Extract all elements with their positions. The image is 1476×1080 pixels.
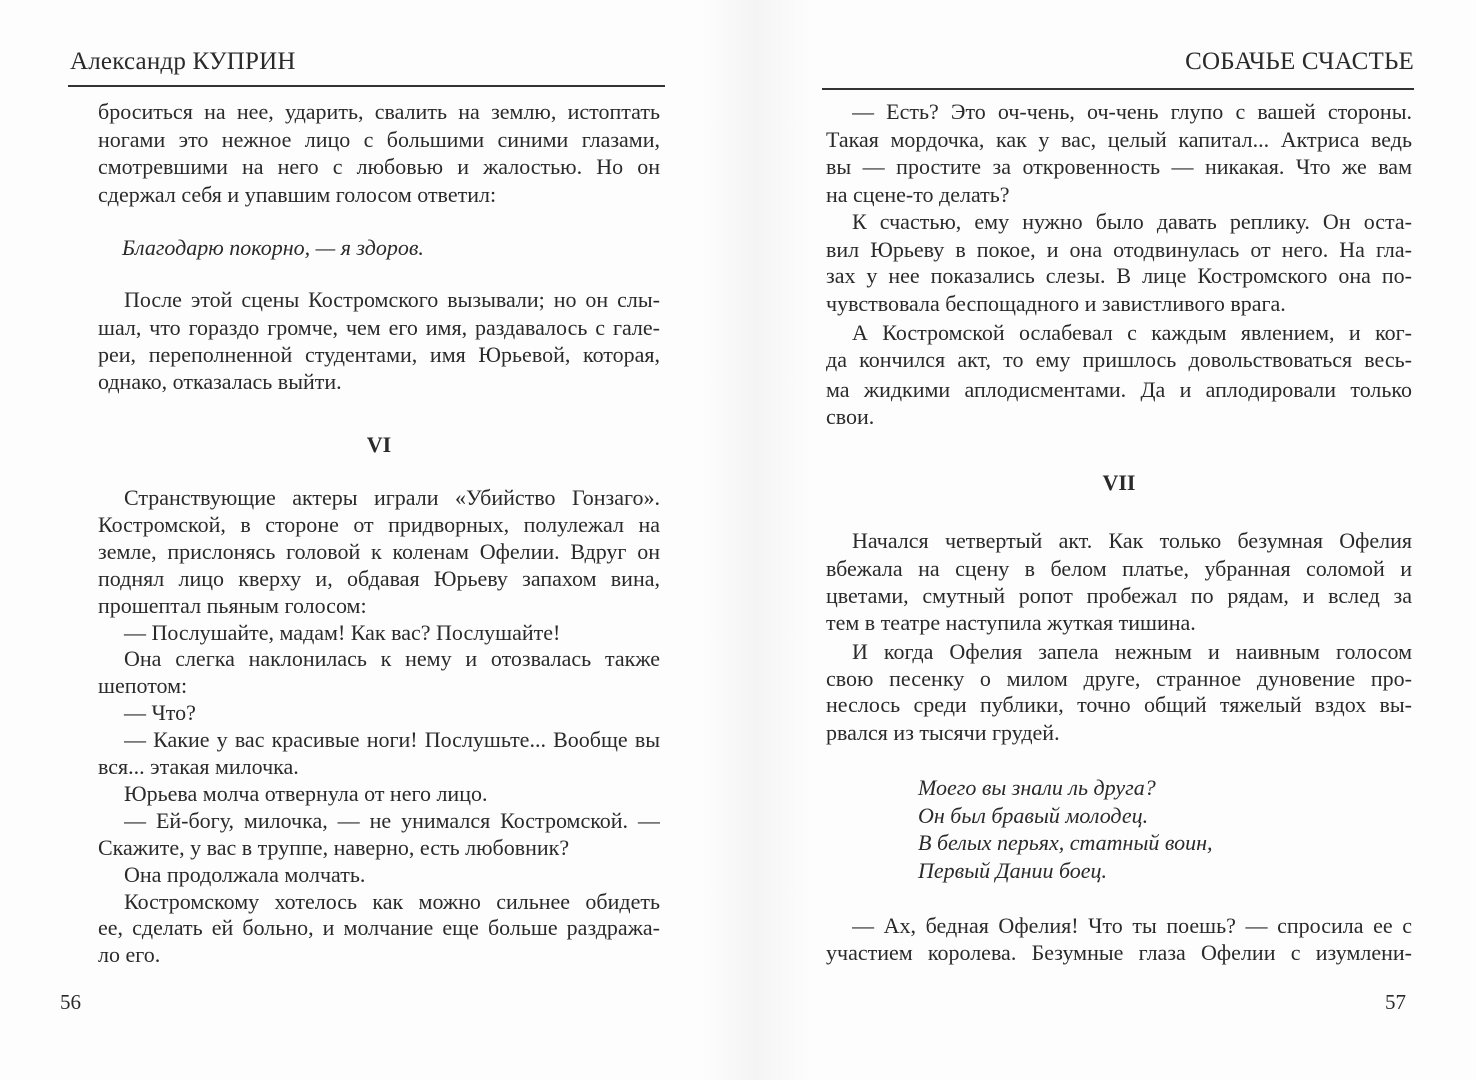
text-line: прошептал пьяным голосом: <box>98 592 367 618</box>
book-gutter-shadow <box>700 0 810 1080</box>
text-line: — Есть? Это оч-чень, оч-чень глупо с вашей стороны. <box>852 99 1412 124</box>
text-line: участием королева. Безумные глаза Офелии с изумлени- <box>826 940 1412 965</box>
text-line: Костромскому хотелось как можно сильнее обидеть <box>124 888 660 914</box>
text-line: вся... этакая милочка. <box>98 754 299 779</box>
text-line: ногами это нежное лицо с большими синими глазами, <box>98 127 660 152</box>
verse-line: В белых перьях, статный воин, <box>918 830 1213 855</box>
text-line: вбежала на сцену в белом платье, убранная соломой и <box>826 556 1412 581</box>
text-line: Скажите, у вас в труппе, наверно, есть любовник? <box>98 834 570 860</box>
text-line: Юрьева молча отвернула от него лицо. <box>124 780 488 806</box>
text-line: вы — простите за откровенность — никакая. Что же вам <box>826 154 1412 179</box>
text-line: — Какие у вас красивые ноги! Послушьте... Вообще вы <box>124 727 660 753</box>
verse-line: Благодарю покорно, — я здоров. <box>122 235 424 260</box>
verse-line: Моего вы знали ль друга? <box>918 775 1156 800</box>
text-line: свою песенку о милом друге, странное дуновение про- <box>826 666 1412 691</box>
text-line: ее, сделать ей больно, и молчание еще больше раздража- <box>98 915 660 941</box>
text-line: рвался из тысячи грудей. <box>826 720 1060 745</box>
text-line: цветами, смутный ропот пробежал по рядам, и вслед за <box>826 583 1412 608</box>
text-line: земле, прислонясь головой к коленам Офелии. Вдруг он <box>98 538 660 564</box>
page-number: 57 <box>1385 990 1406 1014</box>
text-line: сдержал себя и упавшим голосом ответил: <box>98 182 497 207</box>
header-rule <box>68 85 665 87</box>
text-line: поднял лицо кверху и, обдавая Юрьеву запахом вина, <box>98 565 660 591</box>
page-number: 56 <box>60 990 81 1014</box>
text-line: Она продолжала молчать. <box>124 861 366 887</box>
text-line: реи, переполненной студентами, имя Юрьевой, которая, <box>98 342 660 367</box>
text-line: неслось среди публики, точно общий тяжелый вздох вы- <box>826 692 1412 717</box>
text-line: броситься на нее, ударить, свалить на землю, истоптать <box>98 99 660 124</box>
chapter-heading: VII <box>1102 470 1136 495</box>
text-line: шал, что гораздо громче, чем его имя, раздавалось с гале- <box>98 315 660 340</box>
verse-line: Первый Дании боец. <box>918 858 1108 883</box>
text-line: смотревшими на него с любовью и жалостью. Но он <box>98 154 660 179</box>
text-line: шепотом: <box>98 673 188 699</box>
text-line: ло его. <box>98 942 161 968</box>
header-rule <box>822 88 1414 90</box>
chapter-heading: VI <box>366 432 392 457</box>
text-line: К счастью, ему нужно было давать реплику. Он оста- <box>852 209 1412 234</box>
text-line: ма жидкими аплодисментами. Да и аплодировали только <box>826 377 1412 402</box>
text-line: После этой сцены Костромского вызывали; но он слы- <box>124 287 660 312</box>
text-line: Такая мордочка, как у вас, целый капитал... Актриса ведь <box>826 127 1412 152</box>
text-line: Костромской, в стороне от придворных, полулежал на <box>98 511 660 537</box>
text-line: — Ах, бедная Офелия! Что ты поешь? — спросила ее с <box>852 913 1412 938</box>
text-line: Начался четвертый акт. Как только безумная Офелия <box>852 528 1412 553</box>
text-line: свои. <box>826 404 875 429</box>
text-line: однако, отказалась выйти. <box>98 369 342 394</box>
running-header-author: Александр КУПРИН <box>70 48 296 75</box>
text-line: чувствовала беспощадного и завистливого врага. <box>826 291 1286 316</box>
text-line: — Ей-богу, милочка, — не унимался Костромской. — <box>124 807 660 833</box>
text-line: Она слегка наклонилась к нему и отозвалась также <box>124 646 660 672</box>
verse-line: Он был бравый молодец. <box>918 803 1149 828</box>
text-line: тем в театре наступила жуткая тишина. <box>826 610 1196 635</box>
text-line: Странствующие актеры играли «Убийство Гонзаго». <box>124 485 660 510</box>
text-line: И когда Офелия запела нежным и наивным голосом <box>852 639 1412 664</box>
text-line: зах у нее показались слезы. В лице Костромского она по- <box>826 263 1412 288</box>
running-header-title: СОБАЧЬЕ СЧАСТЬЕ <box>1185 48 1414 75</box>
text-line: — Послушайте, мадам! Как вас? Послушайте! <box>124 619 561 645</box>
text-line: на сцене-то делать? <box>826 182 1010 207</box>
text-line: вил Юрьеву в покое, и она отодвинулась от него. На гла- <box>826 237 1412 262</box>
text-line: А Костромской ослабевал с каждым явлением, и ког- <box>852 320 1412 345</box>
text-line: да кончился акт, то ему пришлось довольствоваться весь- <box>826 347 1412 372</box>
text-line: — Что? <box>124 700 196 726</box>
